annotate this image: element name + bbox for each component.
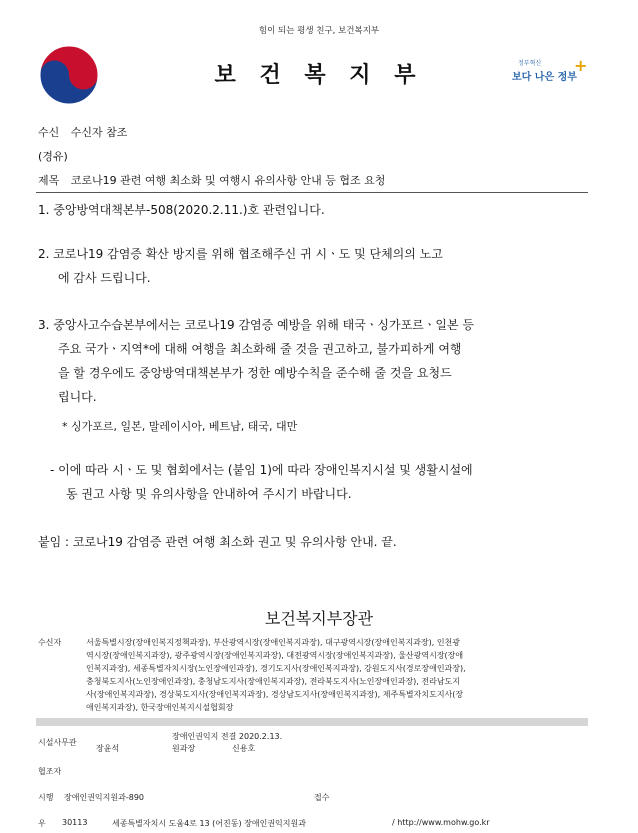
- body-item-4: - 이에 따라 시ㆍ도 및 협회에서는 (붙임 1)에 따라 장애인복지시설 및 생활시설에: [50, 463, 473, 477]
- cooperator-label: 협조자: [38, 767, 62, 776]
- receipt-label: 접수: [314, 793, 330, 802]
- gov-logo-big-text: 보다 나은 정부: [512, 72, 577, 83]
- subject-value: 코로나19 관련 여행 최소화 및 여행시 유의사항 안내 등 협조 요청: [70, 174, 386, 187]
- body-item-2-cont: 에 감사 드립니다.: [58, 271, 151, 285]
- ministry-title: 보 건 복 지 부: [214, 63, 424, 88]
- subject-label: 제목: [38, 174, 60, 187]
- body-item-3: 3. 중앙사고수습본부에서는 코로나19 감염증 예방을 위해 태국ㆍ싱가포르ㆍ일본 등: [38, 318, 474, 332]
- postal-code: 30113: [62, 818, 88, 827]
- recipient-label: 수신: [38, 126, 60, 139]
- body-item-1: 1. 중앙방역대책본부-508(2020.2.11.)호 관련입니다.: [38, 203, 325, 217]
- recipients-line: 서울특별시장(장애인복지정책과장), 부산광역시장(장애인복지과장), 대구광역시장(장애인복지과장), 인천광: [86, 638, 461, 647]
- enforce-label: 시행: [38, 793, 54, 802]
- director-name: 신용호: [232, 744, 256, 753]
- attachment-line: 붙임 : 코로나19 감염증 관련 여행 최소화 권고 및 유의사항 안내. 끝.: [38, 535, 397, 549]
- officer-name: 장윤석: [96, 744, 120, 753]
- officer-label: 시설사무관: [38, 738, 77, 747]
- body-item-4-cont: 동 권고 사항 및 유의사항을 안내하여 주시기 바랍니다.: [66, 487, 352, 501]
- divider: [36, 192, 588, 193]
- body-item-3-line3: 을 할 경우에도 중앙방역대책본부가 정한 예방수칙을 준수해 줄 것을 요청드: [58, 366, 452, 380]
- via-row: (경유): [38, 150, 68, 163]
- plus-icon: +: [574, 56, 588, 75]
- recipients-line: 사(장애인복지과장), 경상북도지사(장애인복지과장), 경상남도지사(장애인복지과장), 제주특별자치도지사(장: [86, 690, 464, 699]
- government-innovation-logo: [510, 56, 586, 88]
- recipients-list-label: 수신자: [38, 638, 62, 647]
- recipients-line: 애인복지과장), 한국장애인복지시설협회장: [86, 703, 234, 712]
- body-item-2: 2. 코로나19 감염증 확산 방지를 위해 협조해주신 귀 시ㆍ도 및 단체의의 노고: [38, 247, 443, 261]
- shaded-band: [36, 718, 588, 726]
- postal-label: 우: [38, 819, 46, 828]
- gov-logo-small-text: 정부혁신: [518, 60, 542, 67]
- recipients-line: 역시장(장애인복지과장), 광주광역시장(장애인복지과장), 대전광역시장(장애인복지과장), 울산광역시장(장애: [86, 651, 464, 660]
- recipient-row: [38, 124, 127, 140]
- address: 세종특별자치시 도움4로 13 (어진동) 장애인권익지원과: [112, 819, 306, 828]
- enforce-value: 장애인권익지원과-890: [64, 793, 144, 802]
- website-link[interactable]: / http://www.mohw.go.kr: [392, 818, 490, 827]
- approval-note: 장애인권익지 전결 2020.2.13.: [172, 732, 283, 741]
- subject-row: [38, 172, 385, 188]
- recipients-list: [86, 636, 592, 714]
- country-footnote: * 싱가포르, 일본, 말레이시아, 베트남, 태국, 대만: [62, 420, 298, 433]
- body-item-3-line4: 립니다.: [58, 390, 97, 404]
- enforce-row: [38, 792, 144, 803]
- slogan: 힘이 되는 평생 친구, 보건복지부: [258, 26, 380, 36]
- sender-title: 보건복지부장관: [264, 609, 374, 628]
- recipients-line: 충청북도지사(노인장애인과장), 충청남도지사(장애인복지과장), 전라북도지사(노인장애인과장), 전라남도지: [86, 677, 461, 686]
- recipients-line: 인복지과장), 세종특별자치시장(노인장애인과장), 경기도지사(장애인복지과장), 강원도지사(경로장애인과장),: [86, 664, 466, 673]
- recipient-value: 수신자 참조: [70, 126, 128, 139]
- body-item-3-line2: 주요 국가ㆍ지역*에 대해 여행을 최소화해 줄 것을 권고하고, 불가피하게 여행: [58, 342, 462, 356]
- director-label: 원과장: [172, 744, 196, 753]
